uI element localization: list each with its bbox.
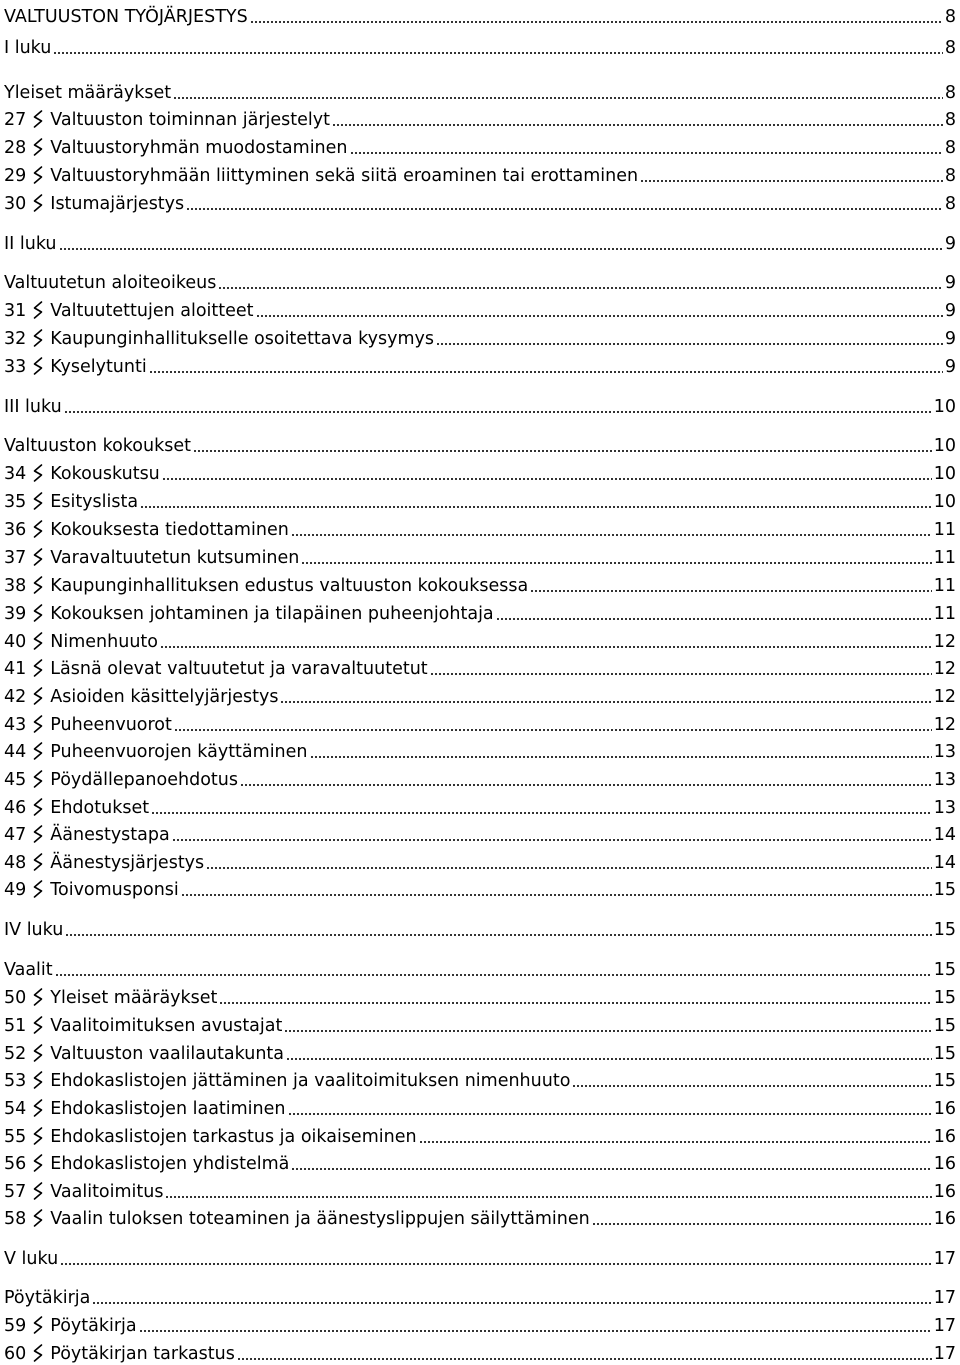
section-sign-icon: [32, 137, 44, 159]
page-number: 16: [933, 1182, 956, 1202]
page-number: 11: [933, 576, 956, 596]
section-sign-icon: [32, 769, 44, 791]
dot-leader: [240, 784, 932, 786]
section-sign-icon: [32, 741, 44, 763]
section-number: 52: [4, 1044, 27, 1064]
toc-entry[interactable]: [4, 352, 956, 378]
dot-leader: [288, 1113, 932, 1115]
section-number: 34: [4, 464, 27, 484]
section-sign-icon: [32, 109, 44, 131]
toc-entry[interactable]: [4, 459, 956, 485]
toc-entry[interactable]: [4, 848, 956, 874]
section-sign-icon: [32, 797, 44, 819]
page-number: 16: [933, 1127, 956, 1147]
section-sign-icon: [32, 519, 44, 541]
dot-leader: [172, 839, 932, 841]
page-number: 9: [944, 357, 956, 377]
entry-title: III luku: [4, 397, 62, 417]
section-sign-icon: [32, 1070, 44, 1092]
entry-title: Valtuutetun aloiteoikeus: [4, 273, 217, 293]
section-number: 37: [4, 548, 27, 568]
dot-leader: [237, 1358, 932, 1360]
section-sign-icon: [32, 1181, 44, 1203]
section-sign-icon: [32, 714, 44, 736]
dot-leader: [291, 534, 932, 536]
section-number: 44: [4, 742, 27, 762]
page-number: 9: [944, 301, 956, 321]
page-number: 8: [944, 83, 956, 103]
entry-title: Kaupunginhallituksen edustus valtuuston kokouksessa: [50, 576, 529, 596]
dot-leader: [419, 1141, 932, 1143]
section-number: 57: [4, 1182, 27, 1202]
dot-leader: [206, 867, 932, 869]
toc-entry[interactable]: [4, 33, 956, 59]
toc-entry[interactable]: [4, 296, 956, 322]
section-number: 59: [4, 1316, 27, 1336]
dot-leader: [149, 371, 943, 373]
section-number: 27: [4, 110, 27, 130]
page-number: 15: [933, 988, 956, 1008]
section-number: 33: [4, 357, 27, 377]
page-number: 14: [933, 825, 956, 845]
entry-title: Vaalin tuloksen toteaminen ja äänestyslippujen säilyttäminen: [50, 1209, 590, 1229]
page-number: 11: [933, 520, 956, 540]
toc-entry[interactable]: [4, 1244, 956, 1270]
section-number: 32: [4, 329, 27, 349]
dot-leader: [572, 1085, 931, 1087]
page-number: 17: [933, 1344, 956, 1364]
section-sign-icon: [32, 631, 44, 653]
section-sign-icon: [32, 1208, 44, 1230]
page-number: 15: [933, 1044, 956, 1064]
section-number: 36: [4, 520, 27, 540]
section-sign-icon: [32, 165, 44, 187]
page-number: 8: [944, 194, 956, 214]
section-number: 41: [4, 659, 27, 679]
dot-leader: [592, 1223, 932, 1225]
dot-leader: [350, 152, 943, 154]
dot-leader: [219, 1002, 931, 1004]
entry-title: Nimenhuuto: [50, 632, 158, 652]
dot-leader: [55, 974, 932, 976]
section-number: 49: [4, 880, 27, 900]
section-sign-icon: [32, 463, 44, 485]
dot-leader: [286, 1058, 932, 1060]
section-sign-icon: [32, 1043, 44, 1065]
toc-entry[interactable]: [4, 682, 956, 708]
dot-leader: [186, 208, 943, 210]
page-number: 8: [944, 7, 956, 27]
toc-entry[interactable]: [4, 392, 956, 418]
toc-entry[interactable]: [4, 599, 956, 625]
entry-title: Pöytäkirja: [4, 1288, 91, 1308]
toc-entry[interactable]: [4, 627, 956, 653]
dot-leader: [53, 52, 942, 54]
page-number: 14: [933, 853, 956, 873]
entry-title: Pöytäkirja: [50, 1316, 137, 1336]
entry-title: Vaalitoimitus: [50, 1182, 164, 1202]
entry-title: Valtuustoryhmän muodostaminen: [50, 138, 348, 158]
toc-entry[interactable]: [4, 487, 956, 513]
section-number: 47: [4, 825, 27, 845]
entry-title: Yleiset määräykset: [50, 988, 218, 1008]
toc-entry[interactable]: [4, 431, 956, 457]
dot-leader: [301, 562, 931, 564]
toc-entry[interactable]: [4, 1066, 956, 1092]
entry-title: Ehdokaslistojen laatiminen: [50, 1099, 286, 1119]
toc-entry[interactable]: [4, 1122, 956, 1148]
dot-leader: [256, 315, 943, 317]
entry-title: Puheenvuorojen käyttäminen: [50, 742, 308, 762]
toc-entry[interactable]: [4, 189, 956, 215]
dot-leader: [284, 1030, 931, 1032]
entry-title: IV luku: [4, 920, 64, 940]
entry-title: Valtuutettujen aloitteet: [50, 301, 254, 321]
page-number: 11: [933, 604, 956, 624]
entry-title: I luku: [4, 38, 52, 58]
dot-leader: [530, 590, 932, 592]
page-number: 10: [933, 397, 956, 417]
page-number: 12: [933, 687, 956, 707]
dot-leader: [160, 646, 932, 648]
section-sign-icon: [32, 686, 44, 708]
entry-title: Vaalit: [4, 960, 53, 980]
toc-entry[interactable]: [4, 515, 956, 541]
dot-leader: [291, 1168, 931, 1170]
toc-entry[interactable]: [4, 1283, 956, 1309]
section-number: 50: [4, 988, 27, 1008]
entry-title: Asioiden käsittelyjärjestys: [50, 687, 279, 707]
entry-title: Toivomusponsi: [50, 880, 179, 900]
entry-title: Äänestysjärjestys: [50, 853, 205, 873]
section-sign-icon: [32, 1126, 44, 1148]
dot-leader: [193, 450, 932, 452]
dot-leader: [430, 673, 932, 675]
dot-leader: [310, 756, 932, 758]
section-number: 29: [4, 166, 27, 186]
entry-title: V luku: [4, 1249, 59, 1269]
page-number: 16: [933, 1154, 956, 1174]
page-number: 8: [944, 110, 956, 130]
entry-title: Äänestystapa: [50, 825, 170, 845]
dot-leader: [59, 248, 943, 250]
entry-title: Kokouskutsu: [50, 464, 160, 484]
dot-leader: [140, 506, 932, 508]
toc-entry[interactable]: [4, 983, 956, 1009]
dot-leader: [218, 287, 943, 289]
page-number: 15: [933, 920, 956, 940]
section-sign-icon: [32, 603, 44, 625]
page-number: 12: [933, 659, 956, 679]
section-sign-icon: [32, 879, 44, 901]
section-number: 31: [4, 301, 27, 321]
section-number: 54: [4, 1099, 27, 1119]
toc-entry[interactable]: [4, 1039, 956, 1065]
section-number: 38: [4, 576, 27, 596]
dot-leader: [181, 894, 932, 896]
entry-title: VALTUUSTON TYÖJÄRJESTYS: [4, 7, 248, 27]
section-sign-icon: [32, 852, 44, 874]
toc-entry[interactable]: [4, 737, 956, 763]
section-sign-icon: [32, 547, 44, 569]
dot-leader: [92, 1302, 931, 1304]
page-number: 15: [933, 880, 956, 900]
dot-leader: [496, 618, 932, 620]
entry-title: Ehdotukset: [50, 798, 150, 818]
section-number: 46: [4, 798, 27, 818]
section-number: 55: [4, 1127, 27, 1147]
toc-entry[interactable]: [4, 654, 956, 680]
page-number: 17: [933, 1316, 956, 1336]
section-sign-icon: [32, 1098, 44, 1120]
section-number: 60: [4, 1344, 27, 1364]
page-number: 10: [933, 492, 956, 512]
page-number: 10: [933, 436, 956, 456]
toc-entry[interactable]: [4, 1011, 956, 1037]
entry-title: Yleiset määräykset: [4, 83, 172, 103]
dot-leader: [64, 411, 932, 413]
dot-leader: [65, 934, 931, 936]
page-number: 9: [944, 329, 956, 349]
section-sign-icon: [32, 1153, 44, 1175]
dot-leader: [280, 701, 931, 703]
section-number: 43: [4, 715, 27, 735]
section-number: 45: [4, 770, 27, 790]
section-sign-icon: [32, 328, 44, 350]
entry-title: Ehdokaslistojen yhdistelmä: [50, 1154, 290, 1174]
section-sign-icon: [32, 193, 44, 215]
section-number: 53: [4, 1071, 27, 1091]
entry-title: Istumajärjestys: [50, 194, 185, 214]
page-number: 15: [933, 960, 956, 980]
toc-entry[interactable]: [4, 571, 956, 597]
toc-entry[interactable]: [4, 1311, 956, 1337]
page-number: 13: [933, 798, 956, 818]
entry-title: Esityslista: [50, 492, 139, 512]
section-number: 40: [4, 632, 27, 652]
section-sign-icon: [32, 356, 44, 378]
entry-title: Kyselytunti: [50, 357, 147, 377]
page-number: 8: [944, 38, 956, 58]
section-sign-icon: [32, 824, 44, 846]
page-number: 11: [933, 548, 956, 568]
entry-title: Valtuustoryhmään liittyminen sekä siitä eroaminen tai erottaminen: [50, 166, 639, 186]
toc-entry[interactable]: [4, 543, 956, 569]
section-sign-icon: [32, 300, 44, 322]
page-number: 12: [933, 632, 956, 652]
toc-entry[interactable]: [4, 915, 956, 941]
section-number: 28: [4, 138, 27, 158]
section-number: 48: [4, 853, 27, 873]
entry-title: Valtuuston vaalilautakunta: [50, 1044, 285, 1064]
page-number: 8: [944, 166, 956, 186]
section-sign-icon: [32, 491, 44, 513]
section-number: 51: [4, 1016, 27, 1036]
page-number: 13: [933, 742, 956, 762]
toc-entry[interactable]: [4, 1149, 956, 1175]
page-number: 16: [933, 1099, 956, 1119]
entry-title: Vaalitoimituksen avustajat: [50, 1016, 283, 1036]
section-sign-icon: [32, 1315, 44, 1337]
toc-entry[interactable]: [4, 105, 956, 131]
toc-entry[interactable]: [4, 324, 956, 350]
dot-leader: [151, 812, 932, 814]
entry-title: Kokouksesta tiedottaminen: [50, 520, 289, 540]
page-number: 9: [944, 234, 956, 254]
dot-leader: [173, 97, 943, 99]
entry-title: Ehdokaslistojen tarkastus ja oikaiseminen: [50, 1127, 417, 1147]
dot-leader: [174, 729, 932, 731]
toc-entry[interactable]: [4, 820, 956, 846]
page-number: 17: [933, 1249, 956, 1269]
toc-entry[interactable]: [4, 133, 956, 159]
dot-leader: [436, 343, 943, 345]
toc-entry[interactable]: [4, 161, 956, 187]
page-number: 15: [933, 1071, 956, 1091]
section-number: 30: [4, 194, 27, 214]
entry-title: Pöytäkirjan tarkastus: [50, 1344, 235, 1364]
toc-entry[interactable]: [4, 229, 956, 255]
entry-title: Puheenvuorot: [50, 715, 172, 735]
section-number: 56: [4, 1154, 27, 1174]
entry-title: II luku: [4, 234, 57, 254]
section-sign-icon: [32, 658, 44, 680]
page-number: 12: [933, 715, 956, 735]
section-number: 58: [4, 1209, 27, 1229]
entry-title: Varavaltuutetun kutsuminen: [50, 548, 300, 568]
section-number: 35: [4, 492, 27, 512]
toc-entry[interactable]: [4, 268, 956, 294]
dot-leader: [139, 1330, 932, 1332]
toc-entry[interactable]: [4, 2, 956, 28]
toc-entry[interactable]: [4, 955, 956, 981]
entry-title: Ehdokaslistojen jättäminen ja vaalitoimituksen nimenhuuto: [50, 1071, 571, 1091]
toc-entry[interactable]: [4, 710, 956, 736]
toc-entry[interactable]: [4, 1204, 956, 1230]
section-sign-icon: [32, 987, 44, 1009]
entry-title: Valtuuston toiminnan järjestelyt: [50, 110, 330, 130]
toc-entry[interactable]: [4, 765, 956, 791]
section-number: 42: [4, 687, 27, 707]
section-number: 39: [4, 604, 27, 624]
entry-title: Kaupunginhallitukselle osoitettava kysymys: [50, 329, 435, 349]
entry-title: Pöydällepanoehdotus: [50, 770, 238, 790]
entry-title: Kokouksen johtaminen ja tilapäinen puheenjohtaja: [50, 604, 494, 624]
dot-leader: [332, 124, 943, 126]
page-number: 10: [933, 464, 956, 484]
section-sign-icon: [32, 1015, 44, 1037]
page-number: 16: [933, 1209, 956, 1229]
toc-entry[interactable]: [4, 793, 956, 819]
section-sign-icon: [32, 1343, 44, 1365]
toc-entry[interactable]: [4, 1177, 956, 1203]
section-sign-icon: [32, 575, 44, 597]
page-number: 13: [933, 770, 956, 790]
page-number: 8: [944, 138, 956, 158]
entry-title: Valtuuston kokoukset: [4, 436, 191, 456]
dot-leader: [165, 1196, 931, 1198]
toc-entry[interactable]: [4, 1339, 956, 1365]
toc-entry[interactable]: [4, 875, 956, 901]
page-number: 9: [944, 273, 956, 293]
dot-leader: [162, 478, 932, 480]
toc-entry[interactable]: [4, 1094, 956, 1120]
dot-leader: [250, 21, 943, 23]
page-number: 15: [933, 1016, 956, 1036]
entry-title: Läsnä olevat valtuutetut ja varavaltuutetut: [50, 659, 428, 679]
page-number: 17: [933, 1288, 956, 1308]
dot-leader: [640, 180, 943, 182]
toc-entry[interactable]: [4, 78, 956, 104]
dot-leader: [60, 1263, 932, 1265]
